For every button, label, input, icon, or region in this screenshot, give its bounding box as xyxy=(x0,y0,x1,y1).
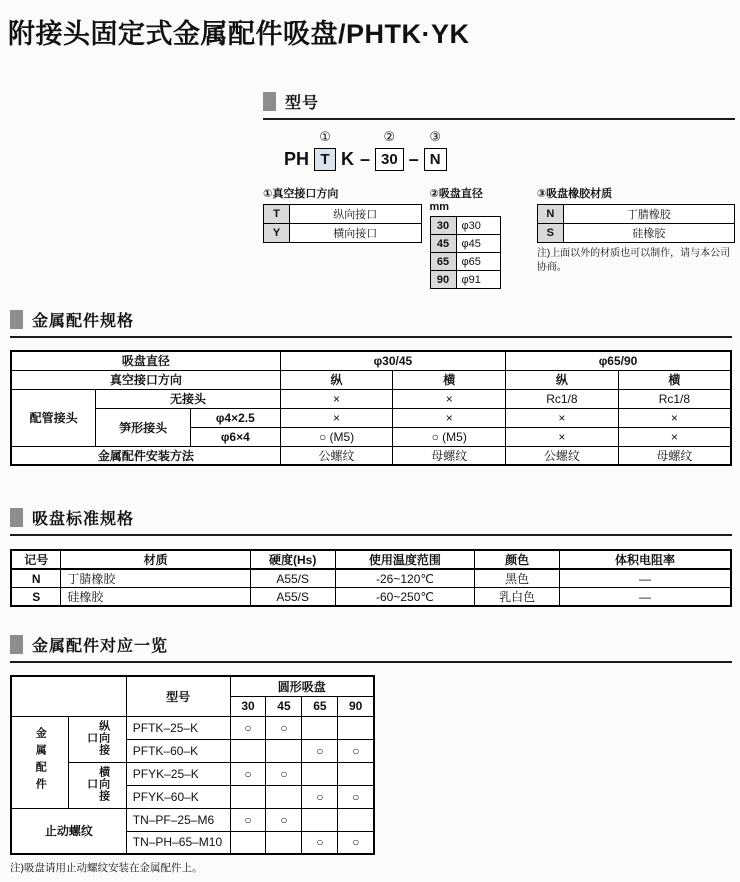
model-cell: PFYK–25–K xyxy=(126,762,230,785)
cell: 横 xyxy=(618,370,731,389)
cell: 纵 xyxy=(280,370,393,389)
cell: S xyxy=(11,588,61,607)
vacuum-direction-legend-title: ①真空接口方向 xyxy=(263,188,339,200)
section-marker-icon xyxy=(263,92,276,111)
label-cell: φ65 xyxy=(456,253,500,271)
table-header-row xyxy=(11,550,731,569)
label-cell: φ45 xyxy=(456,235,500,253)
cell: -60~250℃ xyxy=(335,588,475,607)
model-section-title: 型号 xyxy=(285,95,320,112)
model-header-cell: 型号 xyxy=(126,676,230,716)
code-material-box: N xyxy=(424,148,447,171)
correspondence-note: 注)吸盘请用止动螺纹安装在金属配件上。 xyxy=(10,862,203,874)
cell: 硅橡胶 xyxy=(61,588,250,607)
model-cell: PFYK–60–K xyxy=(126,785,230,808)
table-row xyxy=(537,205,734,224)
table-row xyxy=(11,446,731,465)
stop-thread-group-cell: 止动螺纹 xyxy=(11,808,126,854)
table-row xyxy=(430,217,500,235)
table-row xyxy=(11,569,731,588)
correspondence-header xyxy=(10,633,732,663)
table-row xyxy=(430,253,500,271)
cell: × xyxy=(393,408,506,427)
code-diameter-group xyxy=(375,130,404,171)
section-marker-icon xyxy=(10,508,23,527)
header-cell: 记号 xyxy=(11,550,61,569)
table-row xyxy=(11,808,374,831)
mounting-label: 金属配件安装方法 xyxy=(11,446,280,465)
header-cell: 使用温度范围 xyxy=(335,550,475,569)
cell: 母螺纹 xyxy=(618,446,731,465)
mark-cell: ○ xyxy=(338,739,374,762)
code-cell: Y xyxy=(264,224,290,243)
code-cell: N xyxy=(537,205,563,224)
cell: × xyxy=(506,427,619,446)
size-header-cell: 90 xyxy=(338,696,374,716)
code-cell: 30 xyxy=(430,217,456,235)
mark-cell xyxy=(266,739,302,762)
model-legend-tables xyxy=(263,185,735,289)
code-cell: 65 xyxy=(430,253,456,271)
cell: φ30/45 xyxy=(280,351,505,370)
pad-spec-table xyxy=(10,549,732,607)
pad-spec-header xyxy=(10,506,732,536)
mark-cell: ○ xyxy=(338,785,374,808)
mark-cell xyxy=(266,831,302,854)
model-cell: PFTK–25–K xyxy=(126,716,230,739)
cell: × xyxy=(280,389,393,408)
header-cell: 硬度(Hs) xyxy=(250,550,335,569)
cell: 丁腈橡胶 xyxy=(61,569,250,588)
rubber-material-legend-title: ③吸盘橡胶材质 xyxy=(536,188,613,200)
mark-cell: ○ xyxy=(266,716,302,739)
fitting-spec-title: 金属配件规格 xyxy=(32,313,135,330)
table-row xyxy=(11,370,731,389)
no-joint-label: 无接头 xyxy=(96,389,281,408)
mark-cell xyxy=(338,716,374,739)
mark-cell: ○ xyxy=(266,762,302,785)
code-cell: 45 xyxy=(430,235,456,253)
mark-cell xyxy=(338,762,374,785)
table-row xyxy=(537,224,734,243)
mark-cell: ○ xyxy=(338,831,374,854)
label-cell: φ91 xyxy=(456,271,500,289)
cell: × xyxy=(506,408,619,427)
size-header-cell: 30 xyxy=(230,696,266,716)
correspondence-section xyxy=(10,633,732,875)
pad-diameter-legend xyxy=(430,185,501,289)
header-cell: 颜色 xyxy=(475,550,560,569)
table-row xyxy=(11,408,731,427)
cell: φ65/90 xyxy=(506,351,731,370)
header-cell: 材质 xyxy=(61,550,250,569)
mark-cell: ○ xyxy=(302,739,338,762)
label-cell: 丁腈橡胶 xyxy=(563,205,734,224)
code-cell: S xyxy=(537,224,563,243)
mark-cell xyxy=(302,716,338,739)
barb-size-label: φ4×2.5 xyxy=(190,408,280,427)
fitting-spec-header xyxy=(10,308,732,338)
pad-diameter-legend-title: ②吸盘直径 mm xyxy=(429,188,483,213)
cell: 母螺纹 xyxy=(393,446,506,465)
mark-cell: ○ xyxy=(230,716,266,739)
vertical-group-cell: 纵向接口 xyxy=(69,716,126,762)
mark-cell xyxy=(302,762,338,785)
fitting-spec-table xyxy=(10,350,732,466)
model-cell: TN–PF–25–M6 xyxy=(126,808,230,831)
fitting-group-cell: 金属配件 xyxy=(11,716,69,808)
fitting-spec-section xyxy=(10,308,732,466)
cell: × xyxy=(280,408,393,427)
rubber-material-table xyxy=(537,204,735,243)
vacuum-direction-legend xyxy=(263,185,422,243)
pipe-joint-label: 配管接头 xyxy=(11,389,96,446)
code-material-group xyxy=(424,130,447,171)
code-cell: T xyxy=(264,205,290,224)
table-row xyxy=(430,235,500,253)
table-row xyxy=(264,205,422,224)
code-direction-box: T xyxy=(314,148,336,171)
page-title: 附接头固定式金属配件吸盘/PHTK·YK xyxy=(8,19,470,49)
cell: Rc1/8 xyxy=(506,389,619,408)
table-row xyxy=(11,389,731,408)
cell: ○ (M5) xyxy=(393,427,506,446)
rubber-material-note: 注)上面以外的材质也可以制作，请与本公司协商。 xyxy=(536,248,731,273)
cell: 纵 xyxy=(506,370,619,389)
mark-cell: ○ xyxy=(302,831,338,854)
table-row xyxy=(11,588,731,607)
cell: 黑色 xyxy=(475,569,560,588)
size-header-cell: 65 xyxy=(302,696,338,716)
code-dash-1: – xyxy=(360,149,371,169)
mark-cell: ○ xyxy=(302,785,338,808)
rubber-material-legend xyxy=(537,185,735,275)
label-cell: 横向接口 xyxy=(290,224,422,243)
table-row xyxy=(11,351,731,370)
cell: × xyxy=(393,389,506,408)
cell: × xyxy=(618,408,731,427)
circled-number-2: ② xyxy=(383,129,396,144)
pad-spec-section xyxy=(10,506,732,607)
cell: — xyxy=(560,588,731,607)
cell: N xyxy=(11,569,61,588)
empty-corner-cell xyxy=(11,676,126,716)
pad-spec-title: 吸盘标准规格 xyxy=(32,511,135,528)
mark-cell: ○ xyxy=(230,808,266,831)
correspondence-table xyxy=(10,675,375,855)
section-marker-icon xyxy=(10,635,23,654)
model-section-header xyxy=(263,90,735,120)
code-series: K xyxy=(341,149,355,169)
code-dash-2: – xyxy=(408,149,419,169)
pad-diameter-table xyxy=(430,216,501,289)
header-cell: 体积电阻率 xyxy=(560,550,731,569)
code-cell: 90 xyxy=(430,271,456,289)
table-row xyxy=(11,716,374,739)
size-header-cell: 45 xyxy=(266,696,302,716)
code-prefix: PH xyxy=(284,149,310,169)
cell: 横 xyxy=(393,370,506,389)
direction-label: 真空接口方向 xyxy=(11,370,280,389)
barb-size-label: φ6×4 xyxy=(190,427,280,446)
mark-cell xyxy=(338,808,374,831)
label-cell: 硅橡胶 xyxy=(563,224,734,243)
mark-cell xyxy=(266,785,302,808)
mark-cell xyxy=(302,808,338,831)
cell: A55/S xyxy=(250,588,335,607)
code-diameter-box: 30 xyxy=(375,148,404,171)
cell: Rc1/8 xyxy=(618,389,731,408)
table-row xyxy=(264,224,422,243)
mark-cell: ○ xyxy=(230,762,266,785)
cell: A55/S xyxy=(250,569,335,588)
horizontal-group-cell: 横向接口 xyxy=(69,762,126,808)
mark-cell: ○ xyxy=(266,808,302,831)
model-number-section xyxy=(263,90,735,289)
cell: -26~120℃ xyxy=(335,569,475,588)
mark-cell xyxy=(230,739,266,762)
code-direction-group xyxy=(314,130,336,171)
vacuum-direction-table xyxy=(263,204,422,243)
cell: 公螺纹 xyxy=(280,446,393,465)
label-cell: 纵向接口 xyxy=(290,205,422,224)
mark-cell xyxy=(230,785,266,808)
label-cell: φ30 xyxy=(456,217,500,235)
circled-number-3: ③ xyxy=(429,129,441,144)
cell: — xyxy=(560,569,731,588)
section-marker-icon xyxy=(10,310,23,329)
cell: 乳白色 xyxy=(475,588,560,607)
table-row xyxy=(430,271,500,289)
pad-group-header-cell: 圆形吸盘 xyxy=(230,676,374,696)
mark-cell xyxy=(230,831,266,854)
cell: × xyxy=(618,427,731,446)
barb-joint-label: 笋形接头 xyxy=(96,408,191,446)
cell: ○ (M5) xyxy=(280,427,393,446)
pad-diameter-label: 吸盘直径 xyxy=(11,351,280,370)
correspondence-title: 金属配件对应一览 xyxy=(32,638,169,655)
cell: 公螺纹 xyxy=(506,446,619,465)
model-cell: PFTK–60–K xyxy=(126,739,230,762)
circled-number-1: ① xyxy=(319,129,331,144)
model-cell: TN–PH–65–M10 xyxy=(126,831,230,854)
model-code-diagram xyxy=(281,130,735,171)
table-header-row xyxy=(11,676,374,696)
